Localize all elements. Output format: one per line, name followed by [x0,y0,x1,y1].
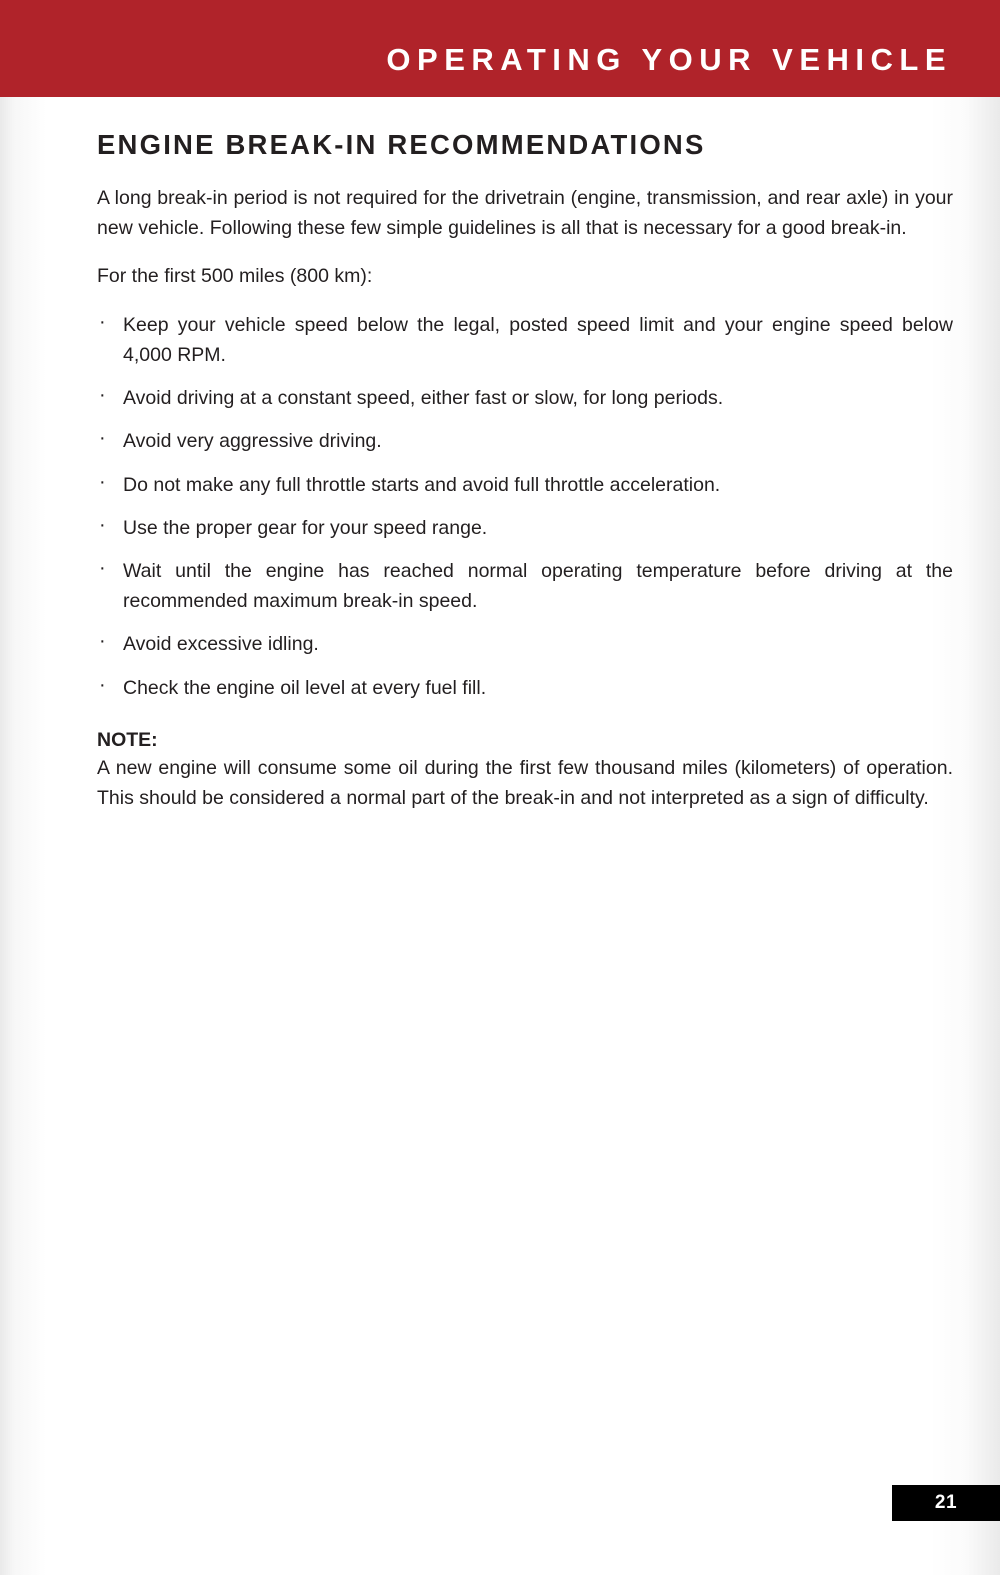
list-item: · Avoid excessive idling. [97,629,953,659]
content-column [97,128,953,831]
list-item: · Wait until the engine has reached normal operating temperature before driving at the recommended maximum break-in speed. [97,556,953,616]
page-number-badge: 21 [892,1485,1000,1521]
subintro-paragraph: For the first 500 miles (800 km): [97,265,373,288]
list-item: · Keep your vehicle speed below the legal, posted speed limit and your engine speed below 4,000 RPM. [97,310,953,370]
note-label: NOTE: [97,728,158,751]
intro-paragraph: A long break-in period is not required for the drivetrain (engine, transmission, and rear axle) in your new vehicle. Following these few simple guidelines is all that is necessary for a good break-in. [97,187,953,240]
list-item: · Do not make any full throttle starts and avoid full throttle acceleration. [97,470,953,500]
break-in-bullet-list [97,310,953,703]
list-item: · Check the engine oil level at every fuel fill. [97,673,953,703]
list-item: · Avoid driving at a constant speed, either fast or slow, for long periods. [97,383,953,413]
list-item: · Avoid very aggressive driving. [97,426,953,456]
section-heading: ENGINE BREAK-IN RECOMMENDATIONS [97,129,706,160]
note-paragraph: A new engine will consume some oil during the first few thousand miles (kilometers) of operation. This should be considered a normal part of the break-in and not interpreted as a sign of difficulty. [97,756,953,810]
list-item: · Use the proper gear for your speed range. [97,513,953,543]
page-title: OPERATING YOUR VEHICLE [386,42,952,77]
header-band [0,0,1000,97]
